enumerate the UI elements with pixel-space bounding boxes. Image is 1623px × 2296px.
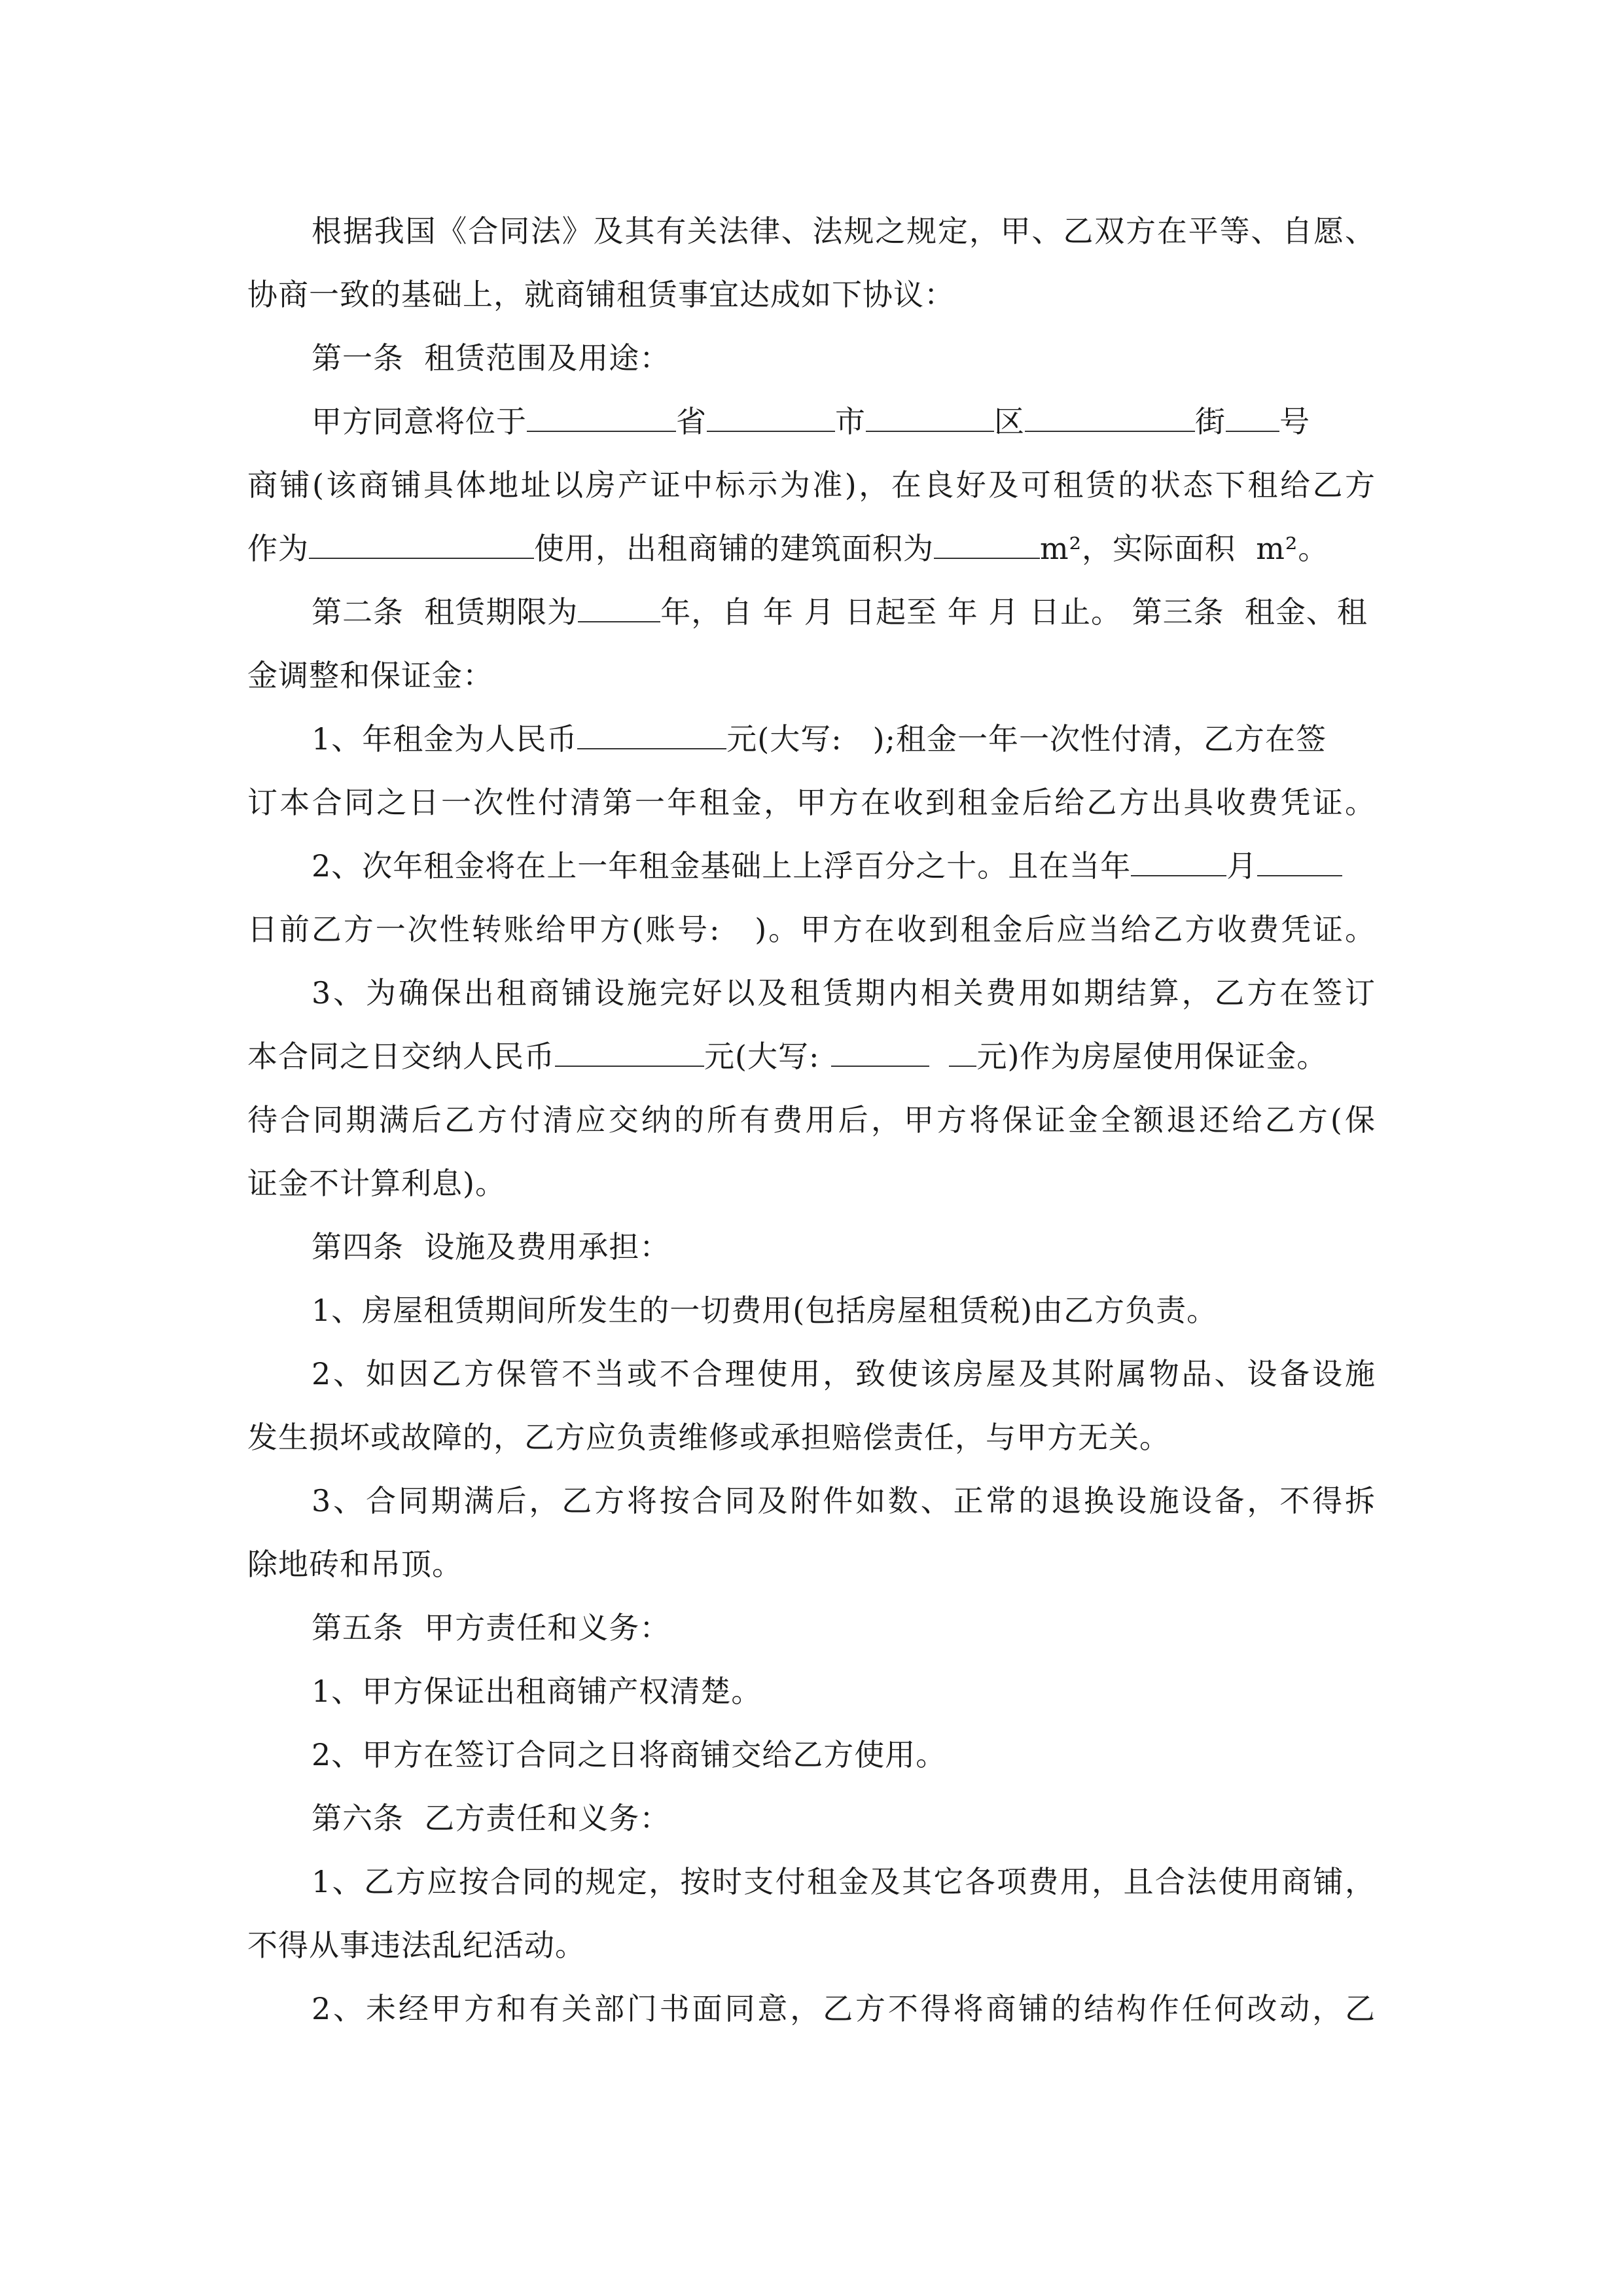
rent-clause-2-line-1 (312, 846, 1376, 886)
deposit-capital-blank-a[interactable] (831, 1037, 929, 1067)
rent-prefix: 1、年租金为人民币 (312, 721, 578, 757)
article-4-clause-2-line-2: 发生损坏或故障的，乙方应负责维修或承担赔偿责任，与甲方无关。 (247, 1420, 1170, 1455)
annual-rent-blank[interactable] (577, 719, 726, 749)
deposit-prefix: 本合同之日交纳人民币 (247, 1039, 555, 1074)
increase-prefix: 2、次年租金将在上一年租金基础上上浮百分之十。且在当年 (312, 848, 1132, 884)
article-1-usage-line (247, 529, 1376, 568)
article-6-clause-2-line-1: 2、未经甲方和有关部门书面同意，乙方不得将商铺的结构作任何改动，乙 (312, 1991, 1376, 2026)
deposit-amount-blank[interactable] (555, 1037, 704, 1067)
preamble-line-2: 协商一致的基础上，就商铺租赁事宜达成如下协议： (247, 277, 955, 312)
term-suffix: 年，自 年 月 日起至 年 月 日止。 第三条 租金、租 (660, 594, 1368, 630)
rent-clause-2-line-2: 日前乙方一次性转账给甲方(账号: )。甲方在收到租金后应当给乙方收费凭证。 (247, 912, 1376, 947)
number-blank[interactable] (1226, 402, 1279, 432)
article-1-title: 第一条 租赁范围及用途： (312, 340, 671, 376)
province-blank[interactable] (527, 402, 676, 432)
payment-day-blank[interactable] (1257, 846, 1342, 876)
term-years-blank[interactable] (578, 592, 660, 622)
district-label: 区 (994, 404, 1025, 439)
usage-suffix: m²，实际面积 m²。 (1040, 531, 1329, 566)
article-4-title: 第四条 设施及费用承担： (312, 1229, 671, 1265)
rent-suffix: 元(大写: );租金一年一次性付清，乙方在签 (726, 721, 1327, 757)
area-blank[interactable] (934, 529, 1040, 559)
article-3-title-cont: 金调整和保证金： (247, 658, 493, 693)
article-6-title: 第六条 乙方责任和义务： (312, 1801, 671, 1836)
article-6-clause-1-line-1: 1、乙方应按合同的规定，按时支付租金及其它各项费用，且合法使用商铺， (312, 1864, 1376, 1899)
deposit-clause-line-2 (247, 1037, 1376, 1076)
rent-clause-1-line-2: 订本合同之日一次性付清第一年租金，甲方在收到租金后给乙方出具收费凭证。 (247, 785, 1376, 820)
preamble-line-1: 根据我国《合同法》及其有关法律、法规之规定，甲、乙双方在平等、自愿、 (312, 213, 1376, 249)
deposit-suffix: 元)作为房屋使用保证金。 (976, 1039, 1328, 1074)
street-label: 街 (1195, 404, 1226, 439)
street-blank[interactable] (1025, 402, 1195, 432)
city-label: 市 (835, 404, 866, 439)
article-4-clause-3-line-1: 3、合同期满后，乙方将按合同及附件如数、正常的退换设施设备，不得拆 (312, 1483, 1376, 1518)
month-label: 月 (1226, 848, 1258, 884)
district-blank[interactable] (866, 402, 994, 432)
usage-middle: 使用，出租商铺的建筑面积为 (534, 531, 934, 566)
article-5-title: 第五条 甲方责任和义务： (312, 1610, 671, 1645)
article-4-clause-3-line-2: 除地砖和吊顶。 (247, 1547, 463, 1582)
article-1-location-line (312, 402, 1376, 441)
payment-month-blank[interactable] (1131, 846, 1226, 876)
usage-blank[interactable] (309, 529, 534, 559)
usage-prefix: 作为 (247, 531, 309, 566)
deposit-capital-label: 元(大写: (704, 1039, 820, 1074)
location-prefix: 甲方同意将位于 (312, 404, 527, 439)
term-prefix: 第二条 租赁期限为 (312, 594, 579, 630)
rent-clause-1-line-1 (312, 719, 1376, 759)
article-2-line-1 (312, 592, 1376, 632)
article-6-clause-1-line-2: 不得从事违法乱纪活动。 (247, 1928, 586, 1963)
article-5-clause-2: 2、甲方在签订合同之日将商铺交给乙方使用。 (312, 1737, 947, 1772)
deposit-clause-line-1: 3、为确保出租商铺设施完好以及租赁期内相关费用如期结算，乙方在签订 (312, 975, 1376, 1011)
province-label: 省 (676, 404, 707, 439)
article-4-clause-1: 1、房屋租赁期间所发生的一切费用(包括房屋租赁税)由乙方负责。 (312, 1293, 1218, 1328)
deposit-clause-line-3: 待合同期满后乙方付清应交纳的所有费用后，甲方将保证金全额退还给乙方(保 (247, 1102, 1376, 1138)
number-label: 号 (1279, 404, 1310, 439)
deposit-capital-blank-b[interactable] (949, 1037, 976, 1067)
deposit-clause-line-4: 证金不计算利息)。 (247, 1166, 506, 1201)
article-5-clause-1: 1、甲方保证出租商铺产权清楚。 (312, 1674, 762, 1709)
article-1-line-2: 商铺(该商铺具体地址以房产证中标示为准)，在良好及可租赁的状态下租给乙方 (247, 467, 1376, 503)
article-4-clause-2-line-1: 2、如因乙方保管不当或不合理使用，致使该房屋及其附属物品、设备设施 (312, 1356, 1376, 1391)
city-blank[interactable] (707, 402, 835, 432)
